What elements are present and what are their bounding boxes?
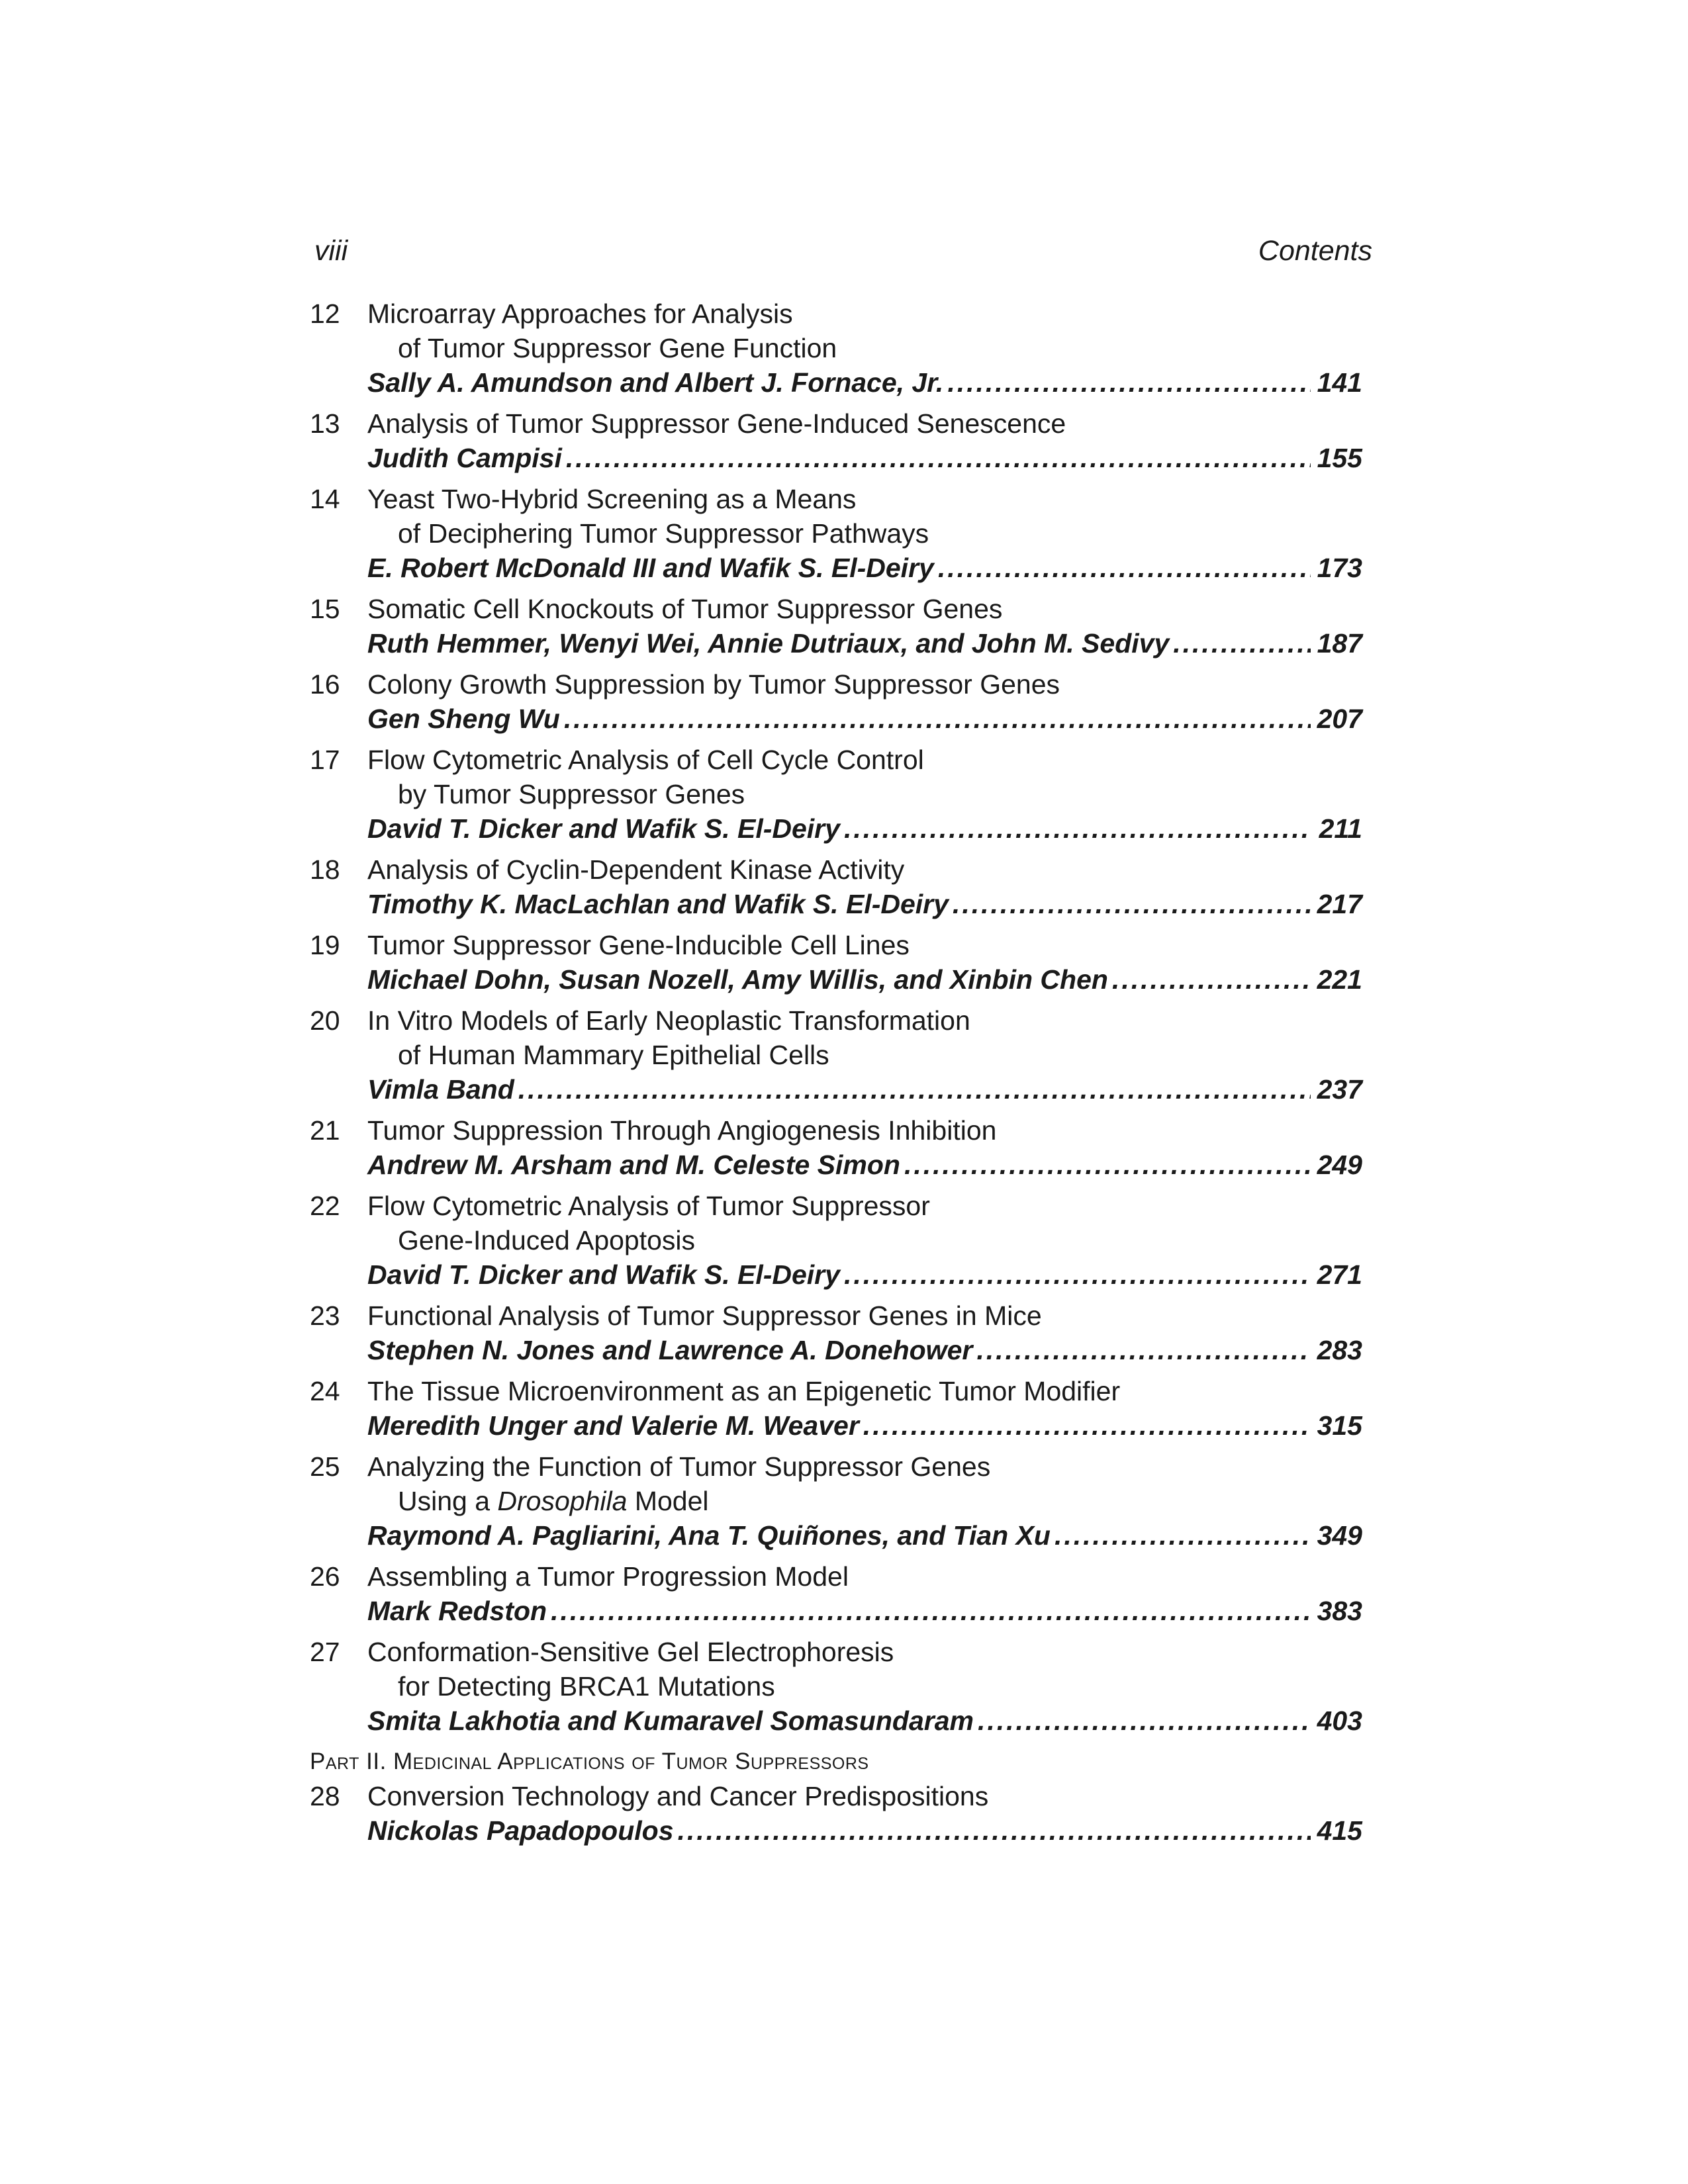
toc-entry-19	[310, 928, 1362, 997]
running-head	[314, 235, 1372, 275]
chapter-title-continued: of Tumor Suppressor Gene Function	[398, 333, 837, 363]
dot-leader	[904, 1148, 1311, 1182]
chapter-page: 221	[1317, 964, 1362, 995]
chapter-page: 249	[1317, 1150, 1362, 1180]
chapter-authors-line	[310, 1333, 1362, 1367]
toc-entry-23	[310, 1298, 1362, 1367]
chapter-authors: David T. Dicker and Wafik S. El-Deiry	[367, 813, 840, 844]
chapter-number: 19	[310, 930, 340, 960]
chapter-page: 237	[1317, 1074, 1362, 1105]
chapter-authors: Michael Dohn, Susan Nozell, Amy Willis, and Xinbin Chen	[367, 964, 1108, 995]
dot-leader	[978, 1704, 1311, 1738]
chapter-authors: Nickolas Papadopoulos	[367, 1815, 674, 1846]
chapter-authors-line	[310, 1813, 1362, 1848]
chapter-page: 349	[1317, 1520, 1362, 1551]
chapter-page: 271	[1317, 1259, 1362, 1290]
chapter-page: 283	[1317, 1335, 1362, 1365]
chapter-number: 13	[310, 408, 340, 439]
toc-entry-16	[310, 667, 1362, 736]
toc-entry-27	[310, 1635, 1362, 1738]
chapter-title: The Tissue Microenvironment as an Epigenetic Tumor Modifier	[367, 1376, 1121, 1406]
chapter-authors-line	[310, 962, 1362, 997]
dot-leader	[518, 1072, 1311, 1107]
table-of-contents	[310, 296, 1362, 1854]
chapter-authors: Gen Sheng Wu	[367, 704, 560, 734]
chapter-title: Colony Growth Suppression by Tumor Suppressor Genes	[367, 669, 1060, 700]
chapter-title: Functional Analysis of Tumor Suppressor Genes in Mice	[367, 1300, 1042, 1331]
chapter-number: 17	[310, 745, 340, 775]
chapter-page: 173	[1317, 553, 1362, 583]
chapter-title-continued: by Tumor Suppressor Genes	[398, 779, 745, 809]
chapter-title-continued: of Human Mammary Epithelial Cells	[398, 1040, 829, 1070]
toc-entry-22	[310, 1189, 1362, 1292]
chapter-authors-line	[310, 626, 1362, 660]
chapter-page: 207	[1317, 704, 1362, 734]
chapter-authors-line	[310, 1704, 1362, 1738]
chapter-authors-line	[310, 1148, 1362, 1182]
chapter-authors: Stephen N. Jones and Lawrence A. Donehower	[367, 1335, 973, 1365]
chapter-page: 403	[1317, 1706, 1362, 1736]
chapter-number: 25	[310, 1451, 340, 1482]
toc-entry-26	[310, 1559, 1362, 1628]
chapter-title: Tumor Suppressor Gene-Inducible Cell Lines	[367, 930, 910, 960]
chapter-authors-line	[310, 1518, 1362, 1553]
chapter-title: Conversion Technology and Cancer Predispositions	[367, 1781, 989, 1811]
title-cont-suffix: Model	[627, 1486, 709, 1516]
chapter-title: Microarray Approaches for Analysis	[367, 298, 793, 329]
chapter-authors: David T. Dicker and Wafik S. El-Deiry	[367, 1259, 840, 1290]
chapter-title: Assembling a Tumor Progression Model	[367, 1561, 849, 1592]
chapter-title: Flow Cytometric Analysis of Tumor Suppressor	[367, 1191, 930, 1221]
chapter-authors: Smita Lakhotia and Kumaravel Somasundaram	[367, 1706, 974, 1736]
chapter-authors: Mark Redston	[367, 1596, 547, 1626]
chapter-authors-line	[310, 702, 1362, 736]
dot-leader	[863, 1408, 1311, 1443]
running-title: Contents	[1258, 235, 1372, 267]
page-folio: viii	[314, 235, 348, 267]
chapter-title: Tumor Suppression Through Angiogenesis Inhibition	[367, 1115, 997, 1146]
dot-leader	[953, 887, 1311, 921]
dot-leader	[1055, 1518, 1311, 1553]
dot-leader	[1112, 962, 1311, 997]
chapter-authors-line	[310, 551, 1362, 585]
chapter-authors: Ruth Hemmer, Wenyi Wei, Annie Dutriaux, and John M. Sedivy	[367, 628, 1170, 659]
chapter-number: 16	[310, 669, 340, 700]
chapter-page: 141	[1317, 367, 1362, 398]
chapter-authors-line	[310, 1408, 1362, 1443]
chapter-number: 23	[310, 1300, 340, 1331]
chapter-page: 211	[1319, 813, 1362, 844]
chapter-number: 28	[310, 1781, 340, 1811]
toc-entry-21	[310, 1113, 1362, 1182]
chapter-number: 14	[310, 484, 340, 514]
chapter-authors-line	[310, 1594, 1362, 1628]
toc-entry-24	[310, 1374, 1362, 1443]
dot-leader	[844, 811, 1311, 846]
chapter-authors-line	[310, 887, 1362, 921]
toc-entry-14	[310, 482, 1362, 585]
chapter-authors-line	[310, 1072, 1362, 1107]
dot-leader	[844, 1257, 1311, 1292]
chapter-authors: Sally A. Amundson and Albert J. Fornace, Jr.	[367, 367, 944, 398]
toc-entry-17	[310, 743, 1362, 846]
chapter-title: Conformation-Sensitive Gel Electrophoresis	[367, 1637, 894, 1667]
chapter-authors-line	[310, 365, 1362, 400]
chapter-title: Somatic Cell Knockouts of Tumor Suppressor Genes	[367, 594, 1003, 624]
chapter-number: 22	[310, 1191, 340, 1221]
title-cont-italic: Drosophila	[497, 1486, 628, 1516]
dot-leader	[564, 702, 1311, 736]
chapter-title-continued	[310, 1484, 1362, 1518]
chapter-number: 24	[310, 1376, 340, 1406]
chapter-page: 155	[1317, 443, 1362, 473]
chapter-title: Analysis of Tumor Suppressor Gene-Induced Senescence	[367, 408, 1066, 439]
chapter-page: 217	[1317, 889, 1362, 919]
chapter-number: 27	[310, 1637, 340, 1667]
dot-leader	[938, 551, 1311, 585]
dot-leader	[678, 1813, 1311, 1848]
chapter-title-continued: of Deciphering Tumor Suppressor Pathways	[398, 518, 929, 549]
chapter-page: 187	[1317, 628, 1362, 659]
chapter-number: 15	[310, 594, 340, 624]
chapter-page: 383	[1317, 1596, 1362, 1626]
chapter-authors: Andrew M. Arsham and M. Celeste Simon	[367, 1150, 900, 1180]
chapter-title: Flow Cytometric Analysis of Cell Cycle Control	[367, 745, 924, 775]
dot-leader	[1173, 626, 1311, 660]
chapter-title: Analysis of Cyclin-Dependent Kinase Activity	[367, 854, 905, 885]
chapter-page: 415	[1317, 1815, 1362, 1846]
chapter-title: Analyzing the Function of Tumor Suppressor Genes	[367, 1451, 991, 1482]
toc-entry-12	[310, 296, 1362, 400]
chapter-authors: E. Robert McDonald III and Wafik S. El-Deiry	[367, 553, 934, 583]
chapter-number: 18	[310, 854, 340, 885]
chapter-number: 20	[310, 1005, 340, 1036]
chapter-page: 315	[1317, 1410, 1362, 1441]
chapter-number: 26	[310, 1561, 340, 1592]
chapter-authors: Judith Campisi	[367, 443, 562, 473]
dot-leader	[976, 1333, 1311, 1367]
toc-entry-25	[310, 1449, 1362, 1553]
dot-leader	[947, 365, 1311, 400]
toc-entry-18	[310, 852, 1362, 921]
chapter-authors: Timothy K. MacLachlan and Wafik S. El-Deiry	[367, 889, 949, 919]
part-heading: Part II. Medicinal Applications of Tumor Suppressors	[310, 1749, 869, 1774]
chapter-title: In Vitro Models of Early Neoplastic Transformation	[367, 1005, 970, 1036]
chapter-authors: Raymond A. Pagliarini, Ana T. Quiñones, and Tian Xu	[367, 1520, 1051, 1551]
toc-entry-15	[310, 592, 1362, 660]
chapter-title: Yeast Two-Hybrid Screening as a Means	[367, 484, 857, 514]
toc-entry-13	[310, 406, 1362, 475]
dot-leader	[551, 1594, 1311, 1628]
chapter-authors-line	[310, 811, 1362, 846]
title-cont-prefix: Using a	[398, 1486, 498, 1516]
dot-leader	[566, 441, 1311, 475]
toc-entry-20	[310, 1003, 1362, 1107]
chapter-title-continued: Gene-Induced Apoptosis	[398, 1225, 696, 1255]
chapter-number: 21	[310, 1115, 340, 1146]
chapter-authors-line	[310, 441, 1362, 475]
toc-entry-28	[310, 1779, 1362, 1848]
chapter-authors: Vimla Band	[367, 1074, 514, 1105]
chapter-authors-line	[310, 1257, 1362, 1292]
chapter-number: 12	[310, 298, 340, 329]
chapter-authors: Meredith Unger and Valerie M. Weaver	[367, 1410, 859, 1441]
chapter-title-continued: for Detecting BRCA1 Mutations	[398, 1671, 775, 1702]
